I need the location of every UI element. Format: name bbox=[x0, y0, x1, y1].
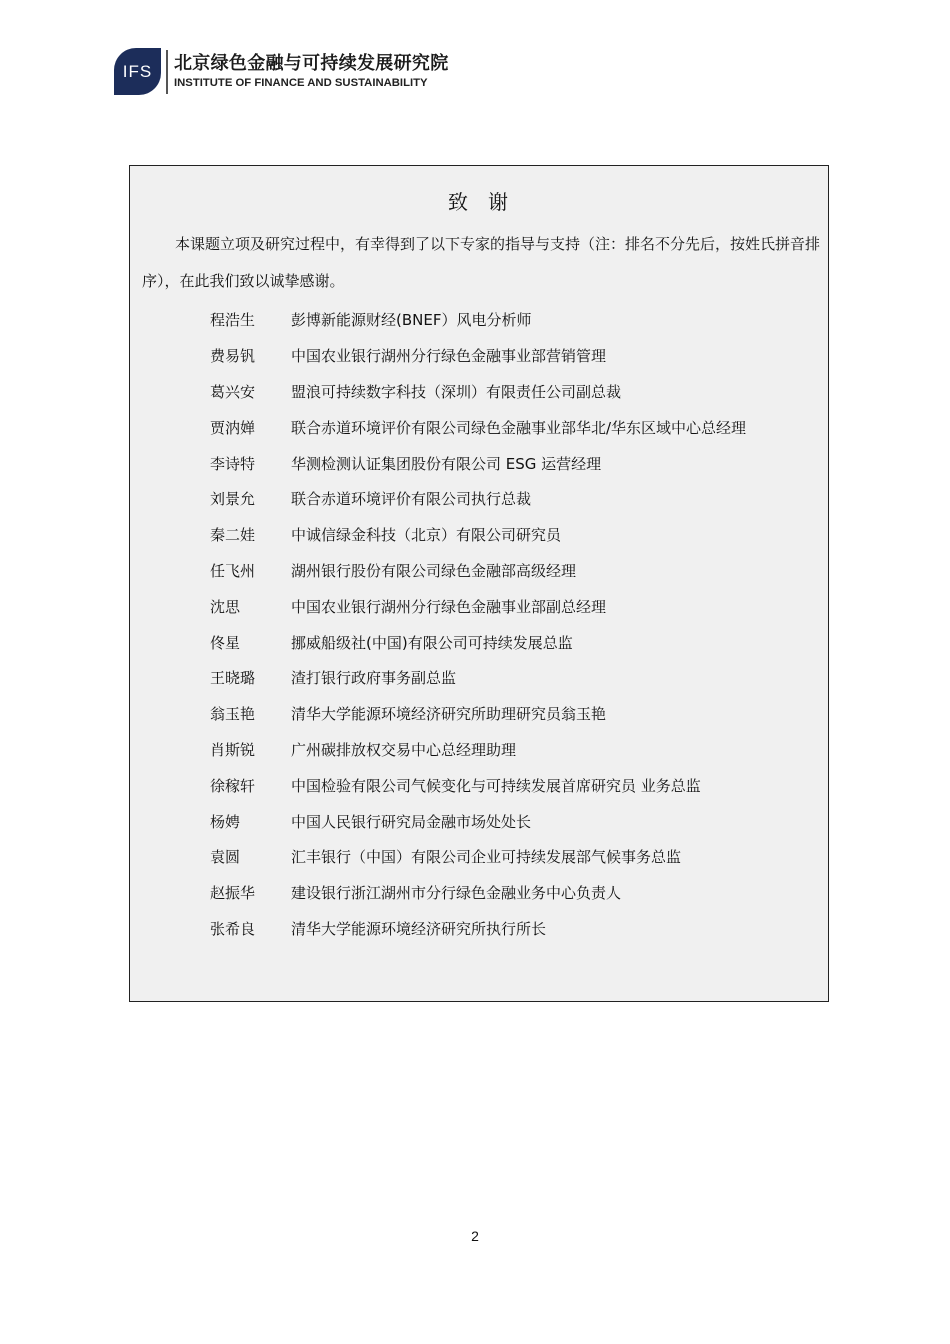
expert-title: 中国农业银行湖州分行绿色金融事业部副总经理 bbox=[291, 597, 607, 616]
expert-name: 秦二娃 bbox=[210, 526, 256, 545]
org-name-cn: 北京绿色金融与可持续发展研究院 bbox=[174, 52, 449, 74]
expert-title: 华测检测认证集团股份有限公司 ESG 运营经理 bbox=[291, 454, 602, 473]
expert-row bbox=[210, 409, 810, 445]
title-char: 谢 bbox=[488, 190, 510, 214]
expert-row bbox=[210, 338, 810, 374]
expert-title: 清华大学能源环境经济研究所助理研究员翁玉艳 bbox=[291, 705, 607, 724]
expert-title: 渣打银行政府事务副总监 bbox=[291, 669, 457, 688]
page-header bbox=[114, 48, 449, 95]
expert-title: 汇丰银行（中国）有限公司企业可持续发展部气候事务总监 bbox=[291, 848, 682, 867]
expert-title: 建设银行浙江湖州市分行绿色金融业务中心负责人 bbox=[291, 884, 622, 903]
expert-title: 联合赤道环境评价有限公司绿色金融事业部华北/华东区域中心总经理 bbox=[291, 418, 747, 437]
expert-title: 中国农业银行湖州分行绿色金融事业部营销管理 bbox=[291, 347, 607, 366]
expert-name: 李诗特 bbox=[210, 454, 256, 473]
expert-name: 赵振华 bbox=[210, 884, 256, 903]
expert-name: 葛兴安 bbox=[210, 382, 256, 401]
expert-row bbox=[210, 374, 810, 410]
expert-title: 湖州银行股份有限公司绿色金融部高级经理 bbox=[291, 561, 577, 580]
title-char: 致 bbox=[448, 190, 470, 214]
ifs-logo-icon: IFS bbox=[114, 48, 161, 95]
expert-name: 徐稼轩 bbox=[210, 776, 256, 795]
expert-name: 费易钒 bbox=[210, 347, 256, 366]
expert-title: 盟浪可持续数字科技（深圳）有限责任公司副总裁 bbox=[291, 382, 622, 401]
expert-row bbox=[210, 767, 810, 803]
expert-row bbox=[210, 481, 810, 517]
page-number: 2 bbox=[471, 1228, 479, 1244]
expert-title: 联合赤道环境评价有限公司执行总裁 bbox=[291, 490, 532, 509]
expert-title: 中诚信绿金科技（北京）有限公司研究员 bbox=[291, 526, 562, 545]
expert-name: 佟星 bbox=[210, 633, 241, 652]
expert-row bbox=[210, 588, 810, 624]
expert-row bbox=[210, 803, 810, 839]
expert-name: 任飞州 bbox=[210, 561, 256, 580]
acknowledgements-intro: 本课题立项及研究过程中，有幸得到了以下专家的指导与支持（注：排名不分先后，按姓氏拼音排序），在此我们致以诚挚感谢。 bbox=[142, 235, 821, 290]
expert-row bbox=[210, 732, 810, 768]
expert-title: 中国人民银行研究局金融市场处处长 bbox=[291, 812, 532, 831]
expert-title: 广州碳排放权交易中心总经理助理 bbox=[291, 740, 517, 759]
expert-row bbox=[210, 553, 810, 589]
expert-name: 刘景允 bbox=[210, 490, 256, 509]
expert-row bbox=[210, 624, 810, 660]
acknowledgements-box bbox=[129, 165, 829, 1002]
expert-row bbox=[210, 302, 810, 338]
expert-name: 肖斯锐 bbox=[210, 740, 256, 759]
org-name-en: INSTITUTE OF FINANCE AND SUSTAINABILITY bbox=[174, 76, 428, 89]
expert-title: 彭博新能源财经(BNEF）风电分析师 bbox=[291, 311, 532, 330]
expert-row bbox=[210, 517, 810, 553]
expert-name: 张希良 bbox=[210, 919, 256, 938]
expert-title: 中国检验有限公司气候变化与可持续发展首席研究员 业务总监 bbox=[291, 776, 701, 795]
expert-row bbox=[210, 875, 810, 911]
expert-row bbox=[210, 696, 810, 732]
expert-name: 程浩生 bbox=[210, 311, 256, 330]
acknowledgements-title bbox=[130, 186, 828, 215]
expert-name: 沈思 bbox=[210, 597, 241, 616]
logo-divider bbox=[166, 50, 168, 94]
expert-row bbox=[210, 445, 810, 481]
expert-name: 翁玉艳 bbox=[210, 705, 256, 724]
expert-row bbox=[210, 839, 810, 875]
expert-title: 挪威船级社(中国)有限公司可持续发展总监 bbox=[291, 633, 573, 652]
expert-row bbox=[210, 911, 810, 947]
expert-name: 杨娉 bbox=[210, 812, 241, 831]
logo-text bbox=[174, 53, 449, 91]
expert-name: 贾汭婵 bbox=[210, 418, 256, 437]
expert-name: 袁圆 bbox=[210, 848, 241, 867]
expert-row bbox=[210, 660, 810, 696]
expert-title: 清华大学能源环境经济研究所执行所长 bbox=[291, 919, 547, 938]
expert-list bbox=[210, 302, 810, 946]
expert-name: 王晓璐 bbox=[210, 669, 256, 688]
